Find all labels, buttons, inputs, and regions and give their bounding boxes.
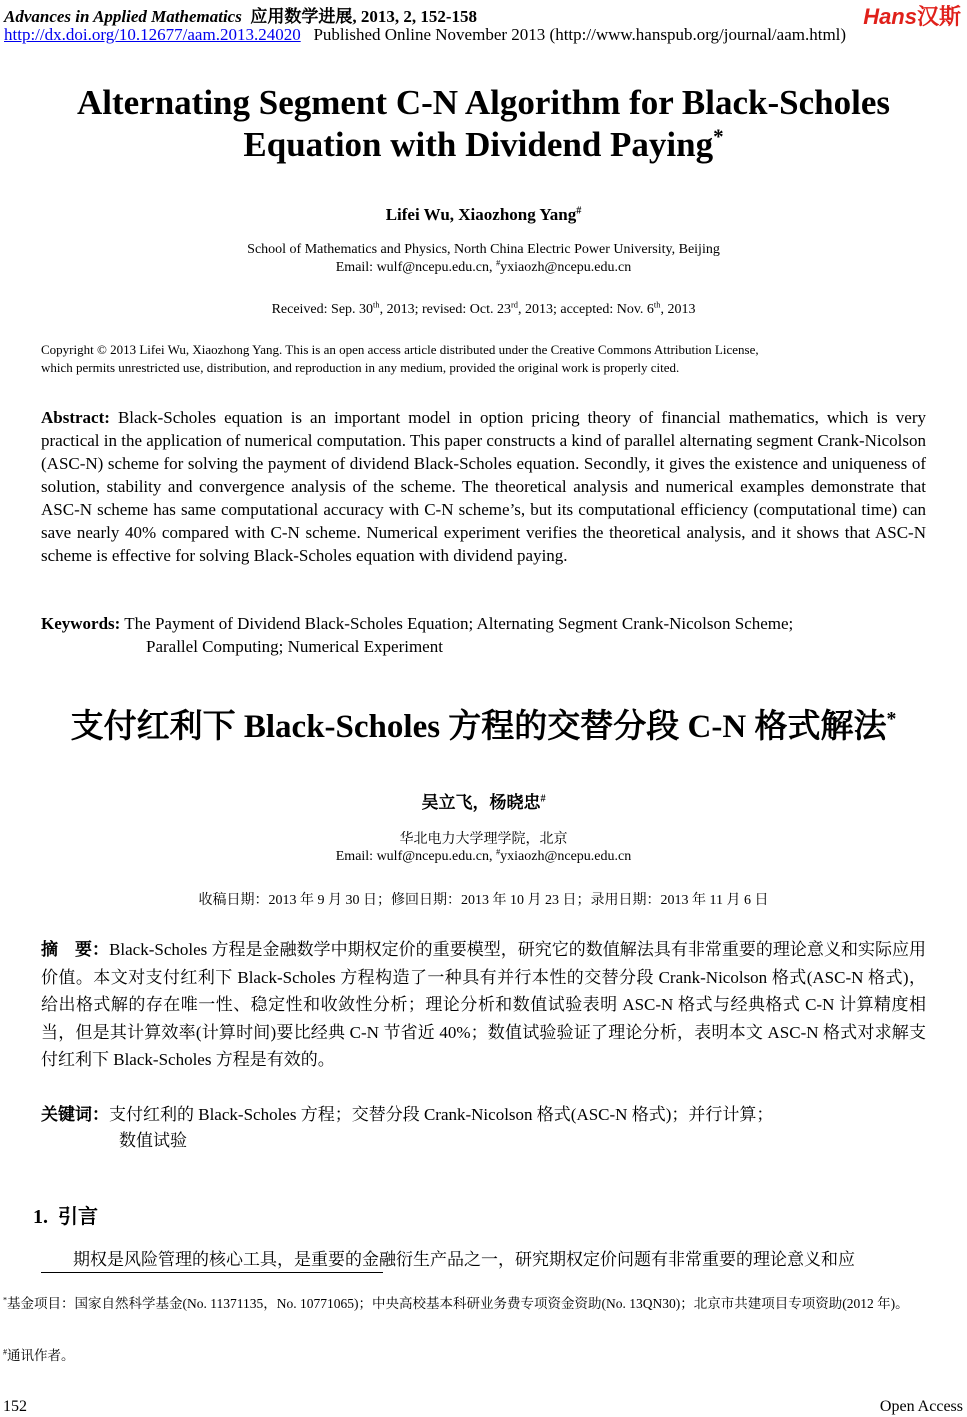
cn-title-text: 支付红利下 Black-Scholes 方程的交替分段 C-N 格式解法 — [70, 709, 887, 745]
sup: th — [373, 300, 380, 310]
sup: th — [653, 300, 661, 310]
email-mark: # — [495, 258, 501, 268]
title-mark: * — [713, 124, 724, 149]
hans-logo: Hans汉斯 — [863, 4, 961, 29]
cn-keywords-line1: 支付红利的 Black-Scholes 方程；交替分段 Crank-Nicolson 格式(ASC-N 格式)；并行计算； — [109, 1105, 774, 1124]
cn-abstract-label: 摘 要： — [41, 940, 110, 959]
abstract-label: Abstract: — [41, 408, 110, 427]
keywords — [41, 612, 793, 658]
keywords-line2: Parallel Computing; Numerical Experiment — [146, 637, 443, 656]
footnote-funding — [3, 1292, 965, 1316]
cn-abstract — [41, 936, 926, 1074]
title-line1: Alternating Segment C-N Algorithm for Black-Scholes — [76, 83, 891, 122]
received-dates — [0, 302, 967, 318]
received-d: , 2013 — [660, 302, 696, 317]
copyright — [41, 341, 759, 377]
journal-info: 应用数学进展, 2013, 2, 152-158 — [250, 7, 478, 26]
footnote-divider — [41, 1272, 383, 1273]
cn-author-names: 吴立飞，杨晓忠 — [421, 793, 541, 812]
doi-line — [4, 25, 846, 45]
cn-title — [0, 700, 967, 747]
published-info: Published Online November 2013 (http://www.hanspub.org/journal/aam.html) — [313, 25, 847, 44]
sup: rd — [510, 300, 518, 310]
received-b: , 2013; revised: Oct. 23 — [379, 302, 511, 317]
section-heading — [33, 1200, 98, 1229]
section-number: 1. — [33, 1206, 48, 1228]
affiliation: School of Mathematics and Physics, North China Electric Power University, Beijing — [247, 242, 720, 257]
fn-text: 基金项目：国家自然科学基金(No. 11371135，No. 10771065)；中央高校基本科研业务费专项资金资助(No. 13QN30)；北京市共建项目专项资助(2012 年)。 — [7, 1296, 909, 1311]
page-number: 152 — [3, 1398, 27, 1415]
abstract-text: Black-Scholes equation is an important model in option pricing theory of financial mathematics, which is very practical in the application of numerical computation. This paper constructs a kind of parallel alternating segment Crank-Nicolson (ASC-N) scheme for solving the payment of dividend Black-Scholes equation. Secondly, it gives the existence and uniqueness of solution, stability and convergence analysis of the scheme. The theoretical analysis and numerical examples demonstrate that ASC-N scheme has same computational accuracy with C-N scheme’s, but its computational efficiency (computational time) can save nearly 40% compared with C-N scheme. Numerical experiment verifies the theoretical analysis, and it shows that ASC-N scheme is effective for solving Black-Scholes equation with dividend paying. — [41, 408, 926, 565]
cn-keywords-line2: 数值试验 — [119, 1131, 187, 1150]
author-names: Lifei Wu, Xiaozhong Yang — [385, 205, 577, 224]
fn-text: 通讯作者。 — [7, 1348, 75, 1363]
section-title: 引言 — [58, 1206, 98, 1228]
email-prefix: Email: wulf@ncepu.edu.cn, — [335, 849, 496, 864]
keywords-label: Keywords: — [41, 614, 121, 633]
cn-received: 收稿日期：2013 年 9 月 30 日；修回日期：2013 年 10 月 23 日；录用日期：2013 年 11 月 6 日 — [198, 893, 769, 908]
cn-affiliation: 华北电力大学理学院，北京 — [399, 832, 568, 847]
cn-keywords-label: 关键词： — [41, 1105, 109, 1124]
footnote-corresponding — [3, 1344, 965, 1368]
cn-authors — [0, 788, 967, 813]
email-addr: yxiaozh@ncepu.edu.cn — [500, 849, 632, 864]
cn-abstract-text: Black-Scholes 方程是金融数学中期权定价的重要模型，研究它的数值解法具有非常重要的理论意义和实际应用价值。本文对支付红利下 Black-Scholes 方程构造了一种具有并行本性的交替分段 Crank-Nicolson 格式(ASC-N 格式)，给出格式解的存在唯一性、稳定性和收敛性分析；理论分析和数值试验表明 ASC-N 格式与经典格式 C-N 计算精度相当，但是其计算效率(计算时间)要比经典 C-N 节省近 40%；数值试验验证了理论分析，表明本文 ASC-N 格式对求解支付红利下 Black-Scholes 方程是有效的。 — [41, 940, 927, 1069]
received-a: Received: Sep. 30 — [271, 302, 374, 317]
paper-title — [0, 82, 967, 166]
email-prefix: Email: wulf@ncepu.edu.cn, — [335, 260, 496, 275]
cn-email — [0, 849, 967, 865]
copyright-line1: Copyright © 2013 Lifei Wu, Xiaozhong Yang. This is an open access article distributed under the Creative Commons Attribution License, — [41, 342, 759, 357]
email — [0, 260, 967, 276]
email-mark: # — [495, 847, 501, 857]
title-line2: Equation with Dividend Paying — [243, 125, 714, 164]
cn-keywords — [41, 1102, 773, 1154]
email-addr: yxiaozh@ncepu.edu.cn — [500, 260, 632, 275]
intro-paragraph: 期权是风险管理的核心工具，是重要的金融衍生产品之一，研究期权定价问题有非常重要的理论意义和应 — [73, 1250, 855, 1269]
fn-mark: * — [3, 1295, 8, 1305]
authors — [0, 205, 967, 225]
journal-name: Advances in Applied Mathematics — [4, 7, 242, 26]
keywords-line1: The Payment of Dividend Black-Scholes Equation; Alternating Segment Crank-Nicolson Scheme; — [124, 614, 794, 633]
open-access-label: Open Access — [879, 1398, 963, 1415]
cn-author-mark: # — [540, 793, 546, 805]
received-c: , 2013; accepted: Nov. 6 — [517, 302, 654, 317]
copyright-line2: which permits unrestricted use, distribution, and reproduction in any medium, provided the original work is properly cited. — [41, 360, 680, 375]
cn-title-mark: * — [886, 708, 897, 730]
fn-mark: # — [3, 1347, 8, 1357]
abstract — [41, 406, 926, 567]
author-mark: # — [576, 205, 582, 217]
doi-link[interactable]: http://dx.doi.org/10.12677/aam.2013.24020 — [4, 25, 301, 44]
journal-header — [4, 2, 477, 27]
